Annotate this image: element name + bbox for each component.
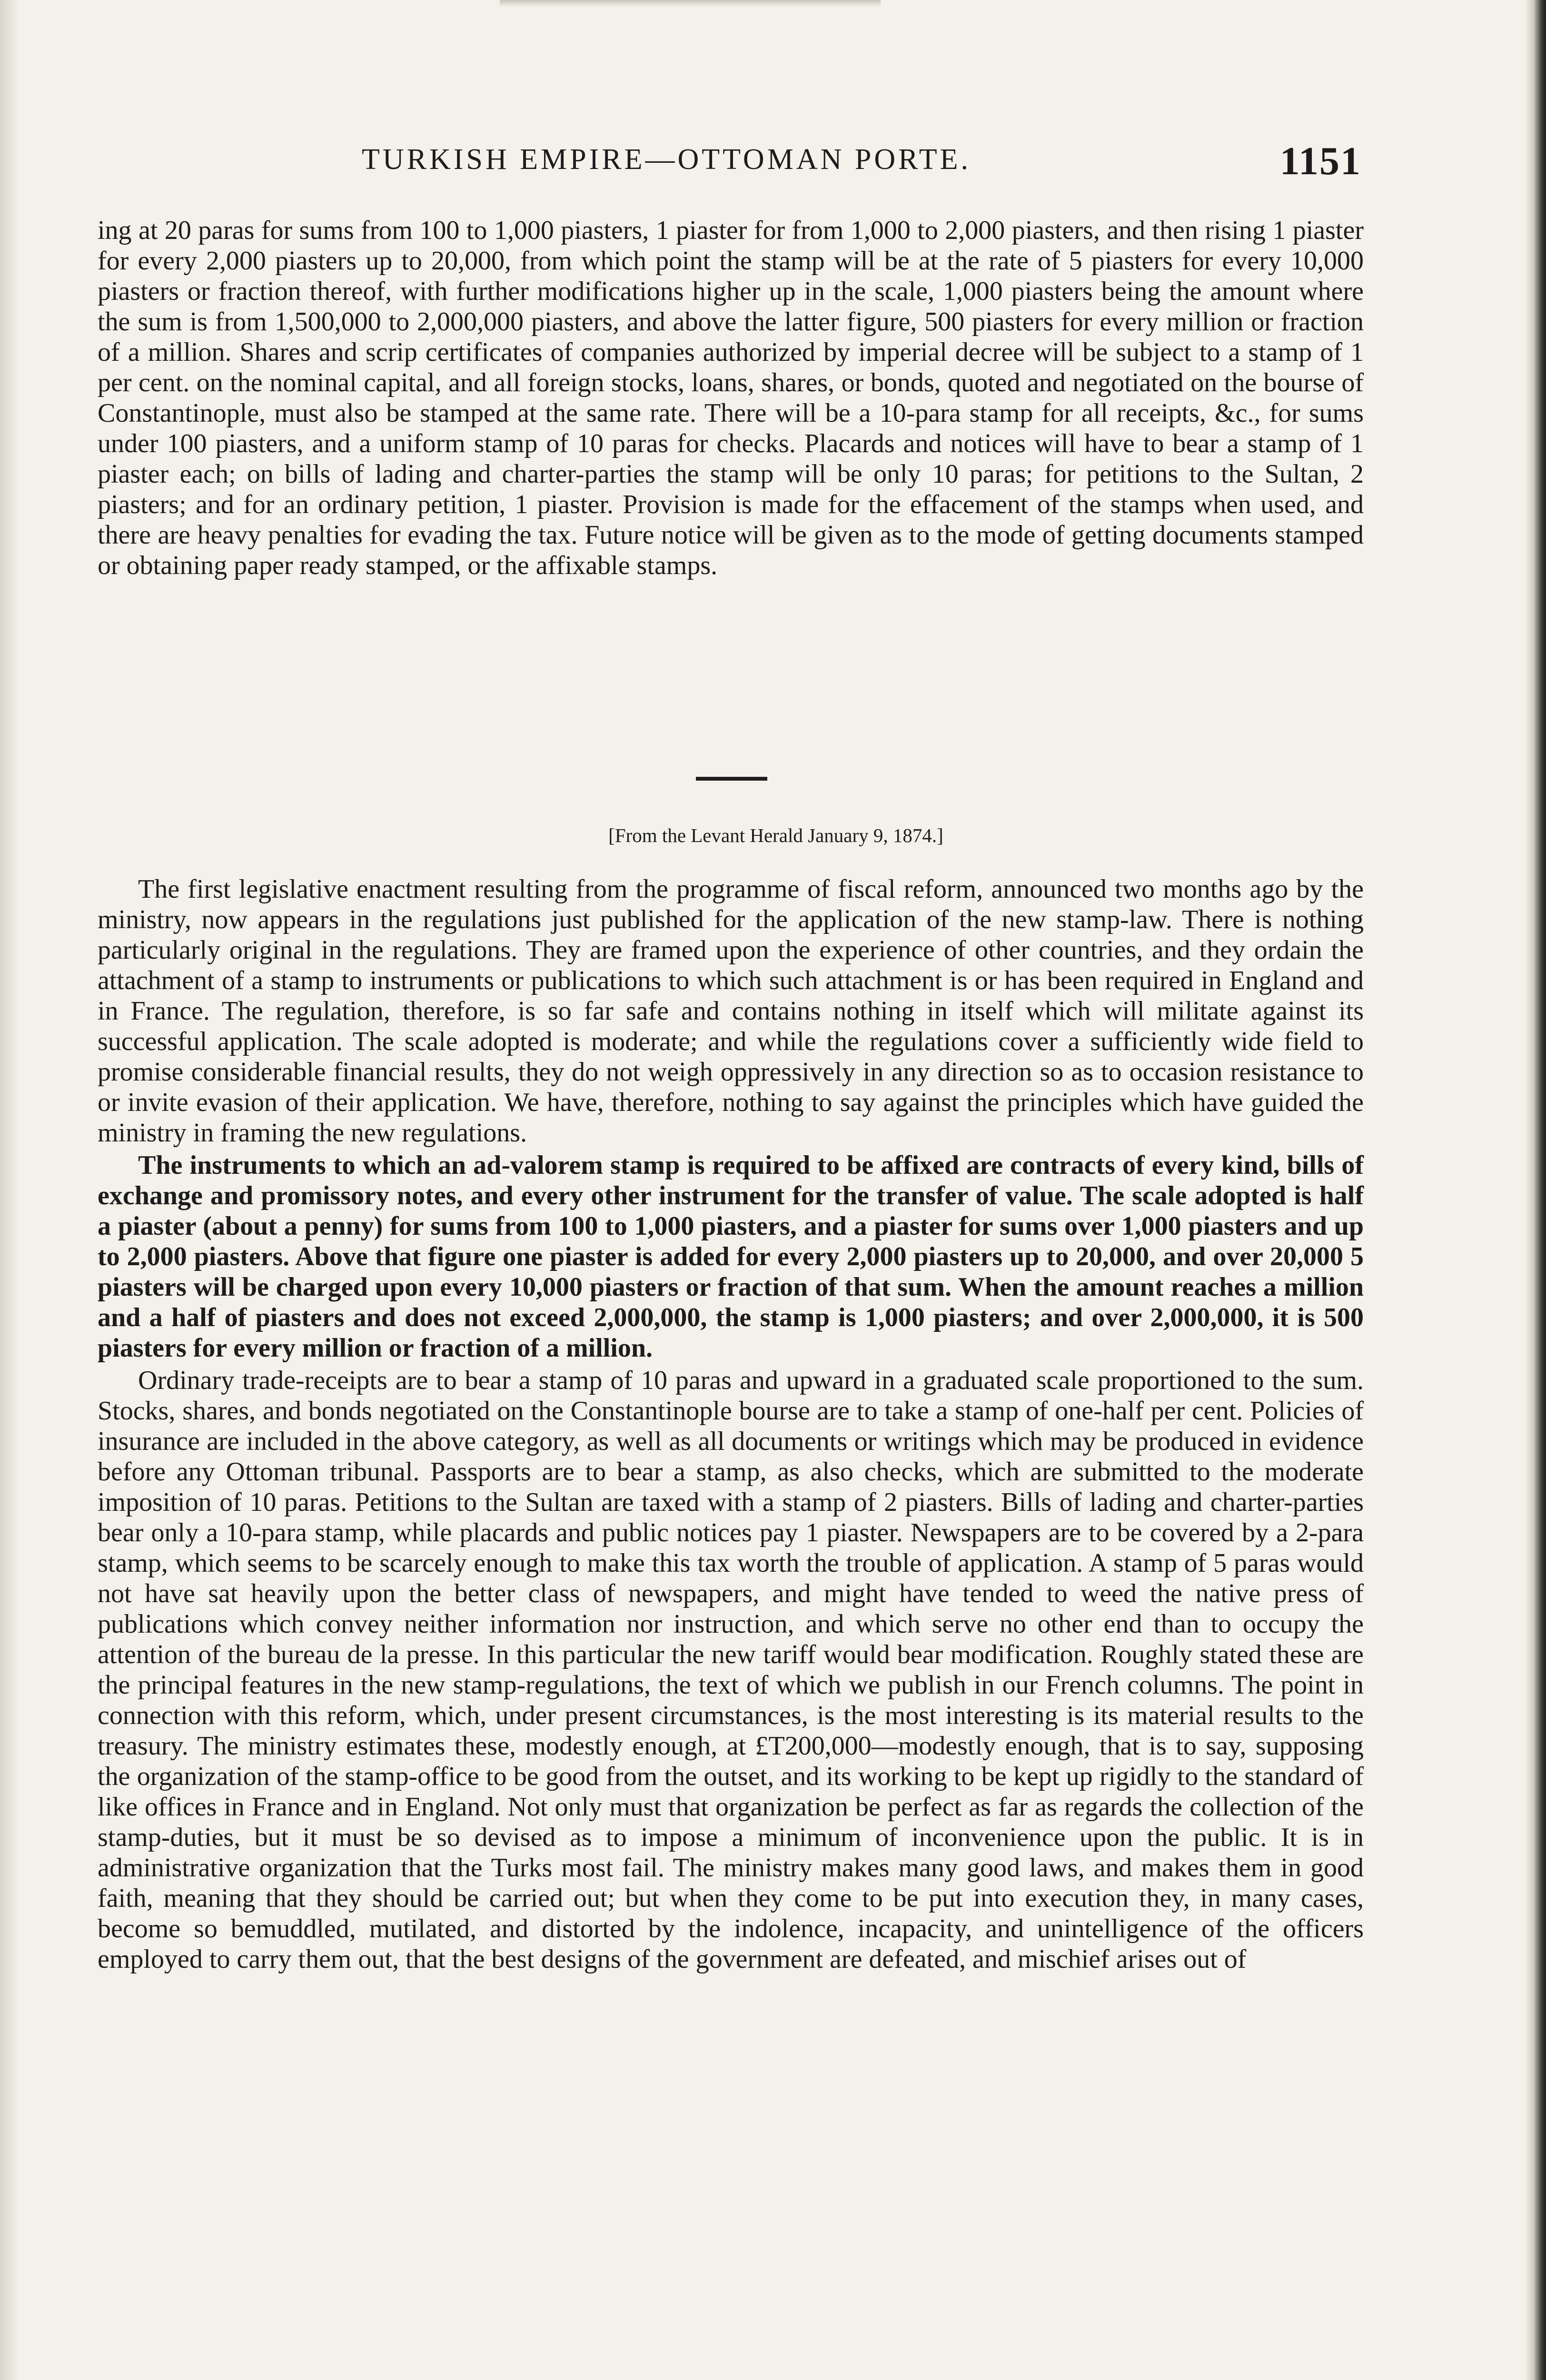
section-divider (696, 777, 767, 781)
left-page-edge (0, 0, 19, 2380)
article-paragraph-1: The first legislative enactment resulting from the programme of fiscal reform, announced two months ago by the ministry, now appears in the regulations just published for the application of the new stamp-law. There is nothing particularly original in the regulations. They are framed upon the experience of other countries, and they ordain the attachment of a stamp to instruments or publications to which such attachment is or has been required in England and in France. The regulation, therefore, is so far safe and contains nothing in itself which will militate against its successful application. The scale adopted is moderate; and while the regulations cover a sufficiently wide field to promise considerable financial results, they do not weigh oppressively in any direction so as to occasion resistance to or invite evasion of their application. We have, therefore, nothing to say against the principles which have guided the ministry in framing the new regulations. (98, 874, 1364, 1148)
article-paragraph-3: Ordinary trade-receipts are to bear a stamp of 10 paras and upward in a graduated scale proportioned to the sum. Stocks, shares, and bonds negotiated on the Constantinople bourse are to take a stamp of one-half per cent. Policies of insurance are included in the above category, as well as all documents or writings which may be produced in evidence before any Ottoman tribunal. Passports are to bear a stamp, as also checks, which are submitted to the moderate imposition of 10 paras. Petitions to the Sultan are taxed with a stamp of 2 piasters. Bills of lading and charter-parties bear only a 10-para stamp, while placards and public notices pay 1 piaster. Newspapers are to be covered by a 2-para stamp, which seems to be scarcely enough to make this tax worth the trouble of application. A stamp of 5 paras would not have sat heavily upon the better class of newspapers, and might have tended to weed the native press of publications which convey neither information nor instruction, and which serve no other end than to occupy the attention of the bureau de la presse. In this particular the new tariff would bear modification. Roughly stated these are the principal features in the new stamp-regulations, the text of which we publish in our French columns. The point in connection with this reform, which, under present circumstances, is the most interesting is its material results to the treasury. The ministry estimates these, modestly enough, at £T200,000—modestly enough, that is to say, supposing the organization of the stamp-office to be good from the outset, and its working to be kept up rigidly to the standard of like offices in France and in England. Not only must that organization be perfect as far as regards the collection of the stamp-duties, but it must be so devised as to impose a minimum of inconvenience upon the public. It is in administrative organization that the Turks most fail. The ministry makes many good laws, and makes them in good faith, meaning that they should be carried out; but when they come to be put into execution they, in many cases, become so bemuddled, mutilated, and distorted by the indolence, incapacity, and unintelligence of the officers employed to carry them out, that the best designs of the government are defeated, and mischief arises out of (98, 1366, 1364, 1974)
continued-text-block (98, 215, 1364, 581)
article-body (98, 874, 1364, 1974)
continued-paragraph: ing at 20 paras for sums from 100 to 1,000 piasters, 1 piaster for from 1,000 to 2,000 piasters, and then rising 1 piaster for every 2,000 piasters up to 20,000, from which point the stamp will be at the rate of 5 piasters for every 10,000 piasters or fraction thereof, with further modifications higher up in the scale, 1,000 piasters being the amount where the sum is from 1,500,000 to 2,000,000 piasters, and above the latter figure, 500 piasters for every million or fraction of a million. Shares and scrip certificates of companies authorized by imperial decree will be subject to a stamp of 1 per cent. on the nominal capital, and all foreign stocks, loans, shares, or bonds, quoted and negotiated on the bourse of Constantinople, must also be stamped at the same rate. There will be a 10-para stamp for all receipts, &c., for sums under 100 piasters, and a uniform stamp of 10 paras for checks. Placards and notices will have to bear a stamp of 1 piaster each; on bills of lading and charter-parties the stamp will be only 10 paras; for petitions to the Sultan, 2 piasters; and for an ordinary petition, 1 piaster. Provision is made for the effacement of the stamps when used, and there are heavy penalties for evading the tax. Future notice will be given as to the mode of getting documents stamped or obtaining paper ready stamped, or the affixable stamps. (98, 216, 1364, 580)
binding-edge (1525, 0, 1546, 2380)
source-note: [From the Levant Herald January 9, 1874.] (608, 824, 943, 846)
article-paragraph-2: The instruments to which an ad-valorem stamp is required to be affixed are contracts of every kind, bills of exchange and promissory notes, and every other instrument for the transfer of value. The scale adopted is half a piaster (about a penny) for sums from 100 to 1,000 piasters, and a piaster for sums over 1,000 piasters and up to 2,000 piasters. Above that figure one piaster is added for every 2,000 piasters up to 20,000, and over 20,000 5 piasters will be charged upon every 10,000 piasters or fraction of that sum. When the amount reaches a million and a half of piasters and does not exceed 2,000,000, the stamp is 1,000 piasters; and over 2,000,000, it is 500 piasters for every million or fraction of a million. (98, 1150, 1364, 1363)
page-header (362, 138, 1361, 190)
page-number: 1151 (1279, 139, 1361, 183)
top-edge-smudge (500, 0, 881, 7)
running-head: TURKISH EMPIRE—OTTOMAN PORTE. (362, 143, 971, 176)
